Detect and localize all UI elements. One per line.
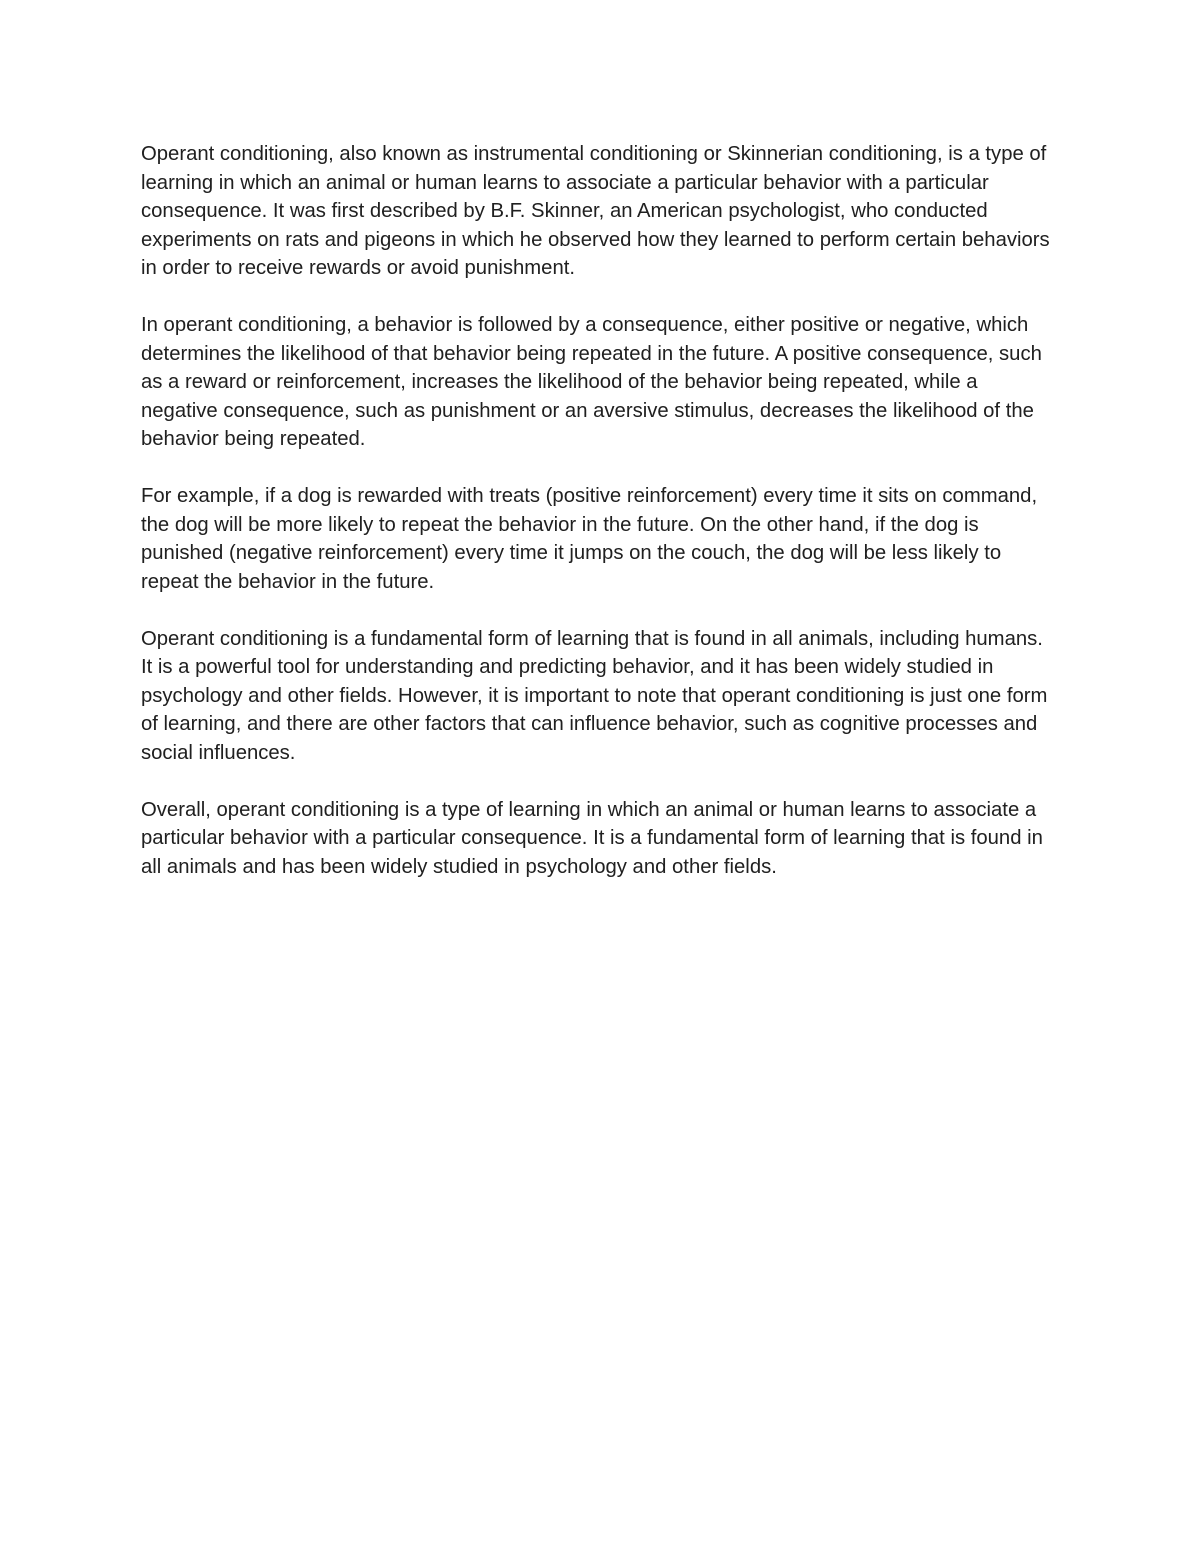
paragraph-intro: Operant conditioning, also known as instrumental conditioning or Skinnerian conditioning, is a type of learning in which an animal or human learns to associate a particular behavior with a particular consequence. It was first described by B.F. Skinner, an American psychologist, who conducted experiments on rats and pigeons in which he observed how they learned to perform certain behaviors in order to receive rewards or avoid punishment.: [141, 143, 1050, 279]
paragraph-example: For example, if a dog is rewarded with treats (positive reinforcement) every time it sits on command, the dog will be more likely to repeat the behavior in the future. On the other hand, if the dog is punished (negative reinforcement) every time it jumps on the couch, the dog will be less likely to repeat the behavior in the future.: [141, 485, 1038, 593]
document-body: [141, 140, 1056, 910]
paragraph-fundamental: Operant conditioning is a fundamental form of learning that is found in all animals, including humans. It is a powerful tool for understanding and predicting behavior, and it has been widely studied in psychology and other fields. However, it is important to note that operant conditioning is just one form of learning, and there are other factors that can influence behavior, such as cognitive processes and social influences.: [141, 627, 1048, 764]
paragraph-summary: Overall, operant conditioning is a type of learning in which an animal or human learns to associate a particular behavior with a particular consequence. It is a fundamental form of learning that is found in all animals and has been widely studied in psychology and other fields.: [141, 798, 1043, 878]
paragraph-consequences: In operant conditioning, a behavior is followed by a consequence, either positive or negative, which determines the likelihood of that behavior being repeated in the future. A positive consequence, such as a reward or reinforcement, increases the likelihood of the behavior being repeated, while a negative consequence, such as punishment or an aversive stimulus, decreases the likelihood of the behavior being repeated.: [141, 314, 1042, 450]
